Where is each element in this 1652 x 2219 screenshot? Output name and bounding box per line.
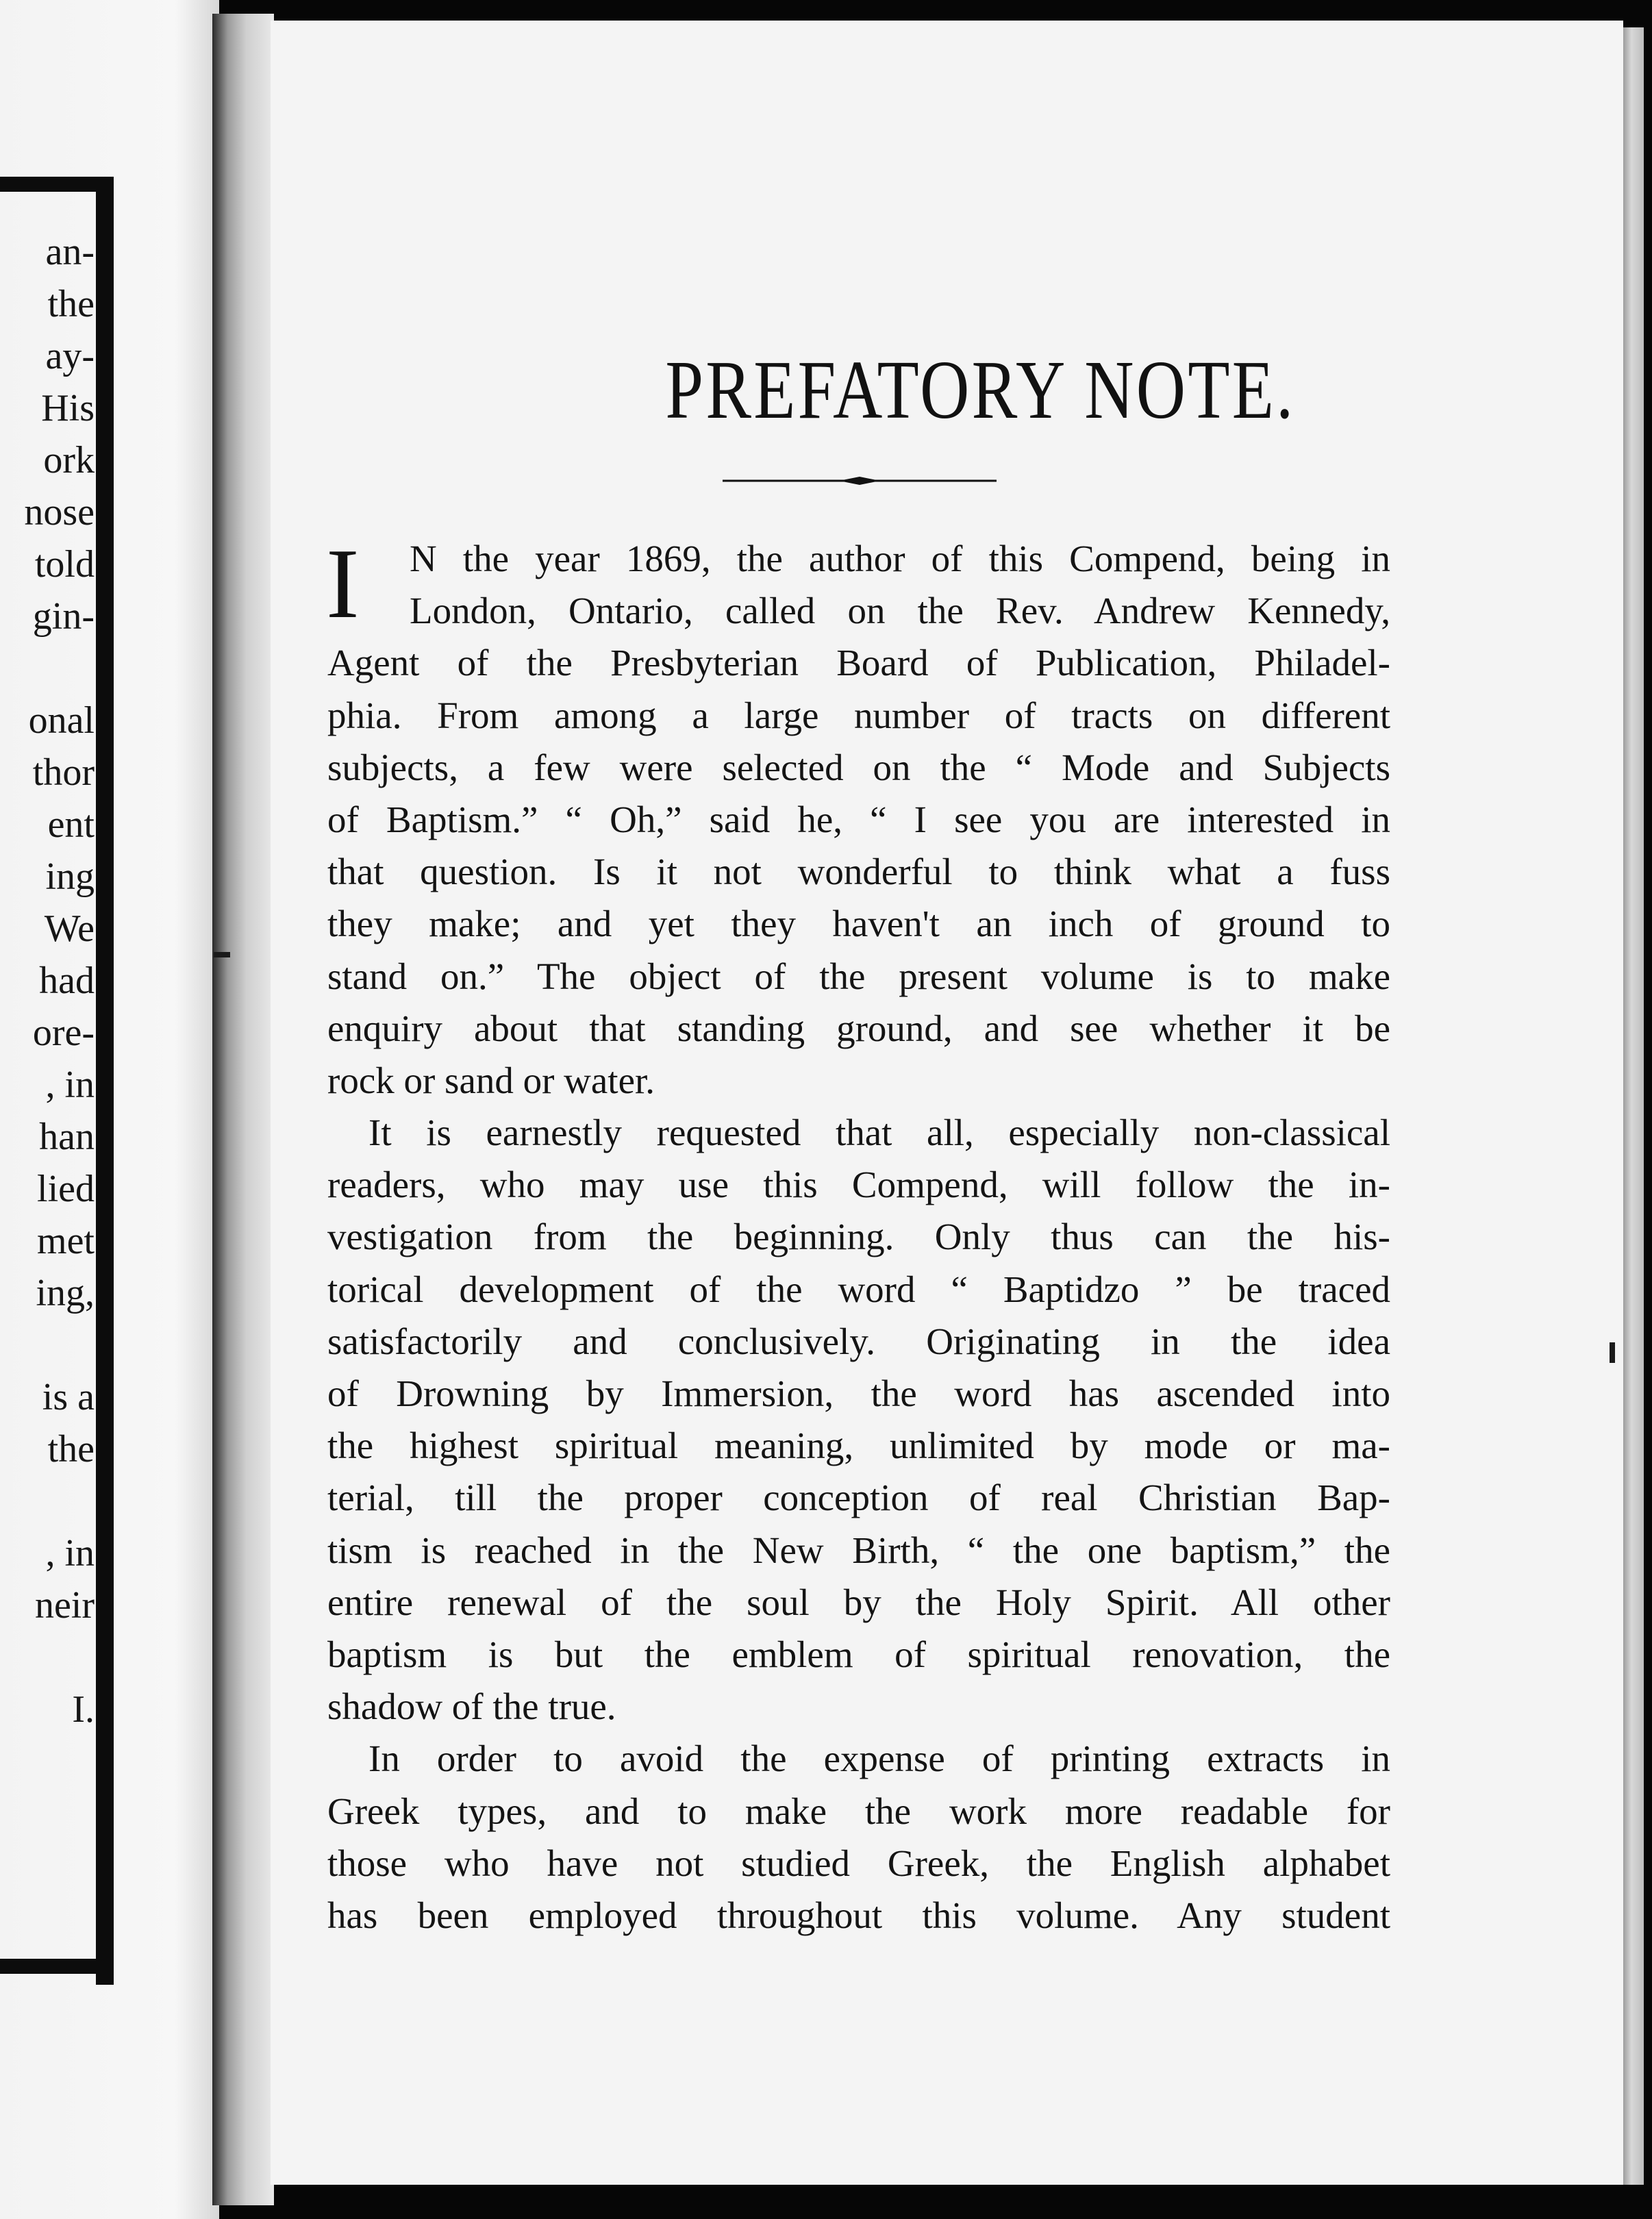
text-line: rock or sand or water. [327,1059,655,1101]
text-line: that question. Is it not wonderful to think what a fuss [327,851,1390,893]
text-line: the highest spiritual meaning, unlimited by mode or ma- [327,1425,1390,1467]
text-line: N the year 1869, the author of this Compend, being in [410,538,1390,579]
left-page-border-bottom [0,1959,114,1974]
text-line: baptism is but the emblem of spiritual renovation, the [327,1633,1390,1675]
previous-page-line: , in [45,1064,95,1106]
previous-page-line: ork [43,439,95,481]
text-line: of Baptism.” “ Oh,” said he, “ I see you are interested in [327,798,1390,840]
page-heading: PREFATORY NOTE. [665,344,1296,436]
text-line: they make; and yet they haven't an inch of ground to [327,903,1390,945]
previous-page-line [0,642,95,694]
previous-page-line: His [41,387,95,429]
text-line: stand on.” The object of the present volume is to make [327,955,1390,997]
text-line: It is earnestly requested that all, especially non-classical [368,1112,1390,1154]
previous-page-line: told [34,543,95,586]
text-line: phia. From among a large number of tracts on different [327,694,1390,736]
previous-page-line: neir [34,1584,95,1627]
text-line: subjects, a few were selected on the “ Mode and Subjects [327,746,1390,788]
text-line: torical development of the word “ Baptidzo ” be traced [327,1268,1390,1310]
previous-page-line: thor [32,751,95,794]
previous-page-line: ay- [45,335,95,377]
text-line: of Drowning by Immersion, the word has ascended into [327,1372,1390,1414]
text-line: Greek types, and to make the work more readable for [327,1790,1390,1832]
text-line: entire renewal of the soul by the Holy Spirit. All other [327,1581,1390,1623]
text-line: Agent of the Presbyterian Board of Publication, Philadel- [327,642,1390,684]
previous-page-line: ore- [32,1012,95,1054]
text-line: vestigation from the beginning. Only thus can the his- [327,1216,1390,1258]
previous-page-line: ent [47,803,95,846]
previous-page-line: We [44,907,95,950]
previous-page-line: ing, [36,1272,95,1314]
previous-page-line: met [37,1220,95,1262]
prefatory-note-body [326,528,1390,1942]
previous-page-line: nose [24,491,95,534]
previous-page-line: I. [72,1688,95,1731]
previous-page-line: is a [42,1376,95,1418]
previous-page-line: lied [37,1168,95,1210]
previous-page-line [0,1319,95,1371]
previous-page-text [0,226,95,1735]
previous-page-line: , in [45,1532,95,1575]
scan-speck [214,952,230,957]
previous-page-line: the [47,283,95,325]
previous-page-line: onal [28,699,95,742]
text-line: shadow of the true. [327,1685,616,1728]
heading-ornament-rule [723,474,997,488]
previous-page-line [0,1631,95,1683]
previous-page-line: an- [45,231,95,273]
text-line: readers, who may use this Compend, will follow the in- [327,1164,1390,1206]
text-line: satisfactorily and conclusively. Originating in the idea [327,1320,1390,1362]
previous-page-line [0,1475,95,1527]
page-edge [1623,27,1644,2185]
text-line: has been employed throughout this volume. Any student [327,1894,1390,1936]
scan-speck [1610,1342,1615,1363]
book-gutter-shadow [212,14,274,2205]
text-line: London, Ontario, called on the Rev. Andrew Kennedy, [410,590,1390,632]
previous-page-line: han [39,1116,95,1158]
previous-page-line: had [39,960,95,1002]
text-line: enquiry about that standing ground, and see whether it be [327,1007,1390,1049]
text-line: tism is reached in the New Birth, “ the one baptism,” the [327,1529,1390,1571]
previous-page-line: gin- [32,595,95,638]
previous-page-line: ing [45,855,95,898]
text-line: those who have not studied Greek, the English alphabet [327,1842,1390,1884]
drop-cap: I [326,528,360,639]
text-line: In order to avoid the expense of printing extracts in [368,1738,1390,1780]
text-line: terial, till the proper conception of real Christian Bap- [327,1477,1390,1519]
left-page-border-right [96,177,114,1985]
previous-page-line: the [47,1428,95,1470]
